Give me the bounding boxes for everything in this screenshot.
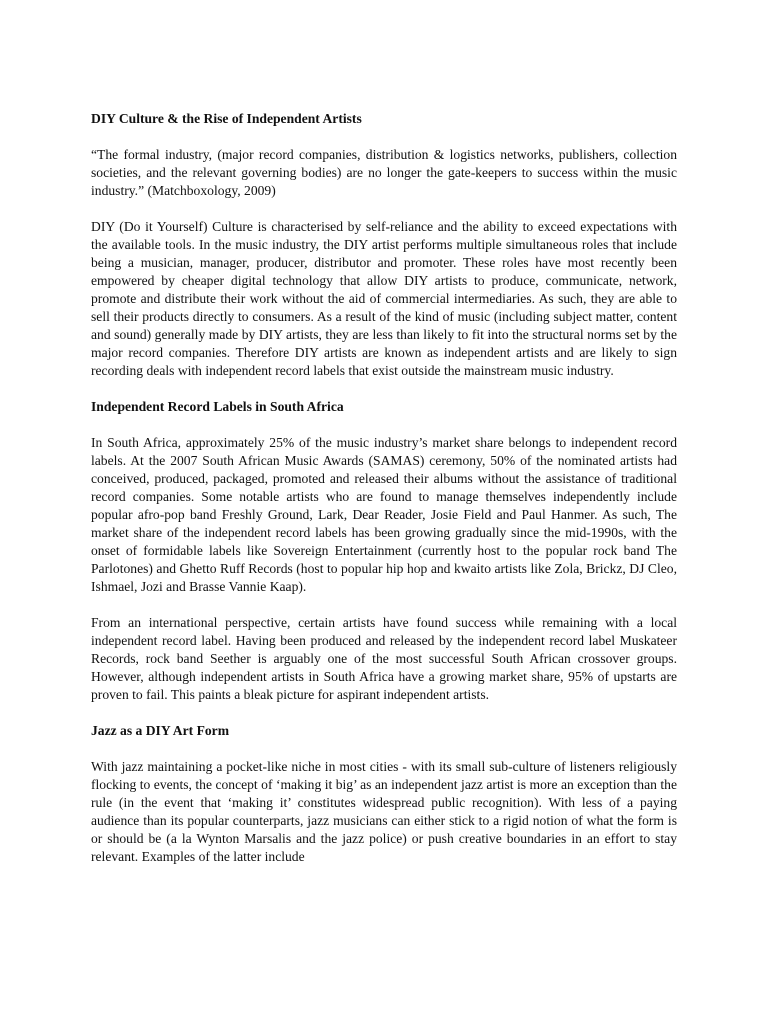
section-heading-jazz: Jazz as a DIY Art Form <box>91 723 230 738</box>
south-africa-paragraph: In South Africa, approximately 25% of the music industry’s market share belongs to independent record labels. At the 2007 South African Music Awards (SAMAS) ceremony, 50% of the nominated artists had conceived, produced, packaged, promoted and released their albums without the assistance of traditional record companies. Some notable artists who are found to manage themselves independently include popular afro-pop band Freshly Ground, Lark, Dear Reader, Josie Field and Paul Hanmer. As such, The market share of the independent record labels has been growing gradually since the mid-1990s, with the onset of formidable labels like Sovereign Entertainment (currently host to the popular rock band The Parlotones) and Ghetto Ruff Records (host to popular hip hop and kwaito artists like Zola, Brickz, DJ Cleo, Ishmael, Jozi and Brasse Vannie Kaap). <box>91 435 677 594</box>
jazz-paragraph: With jazz maintaining a pocket-like niche in most cities - with its small sub-culture of listeners religiously flocking to events, the concept of ‘making it big’ as an independent jazz artist is more an exception than the rule (in the event that ‘making it’ constitutes widespread public recognition). With less of a paying audience than its popular counterparts, jazz musicians can either stick to a rigid notion of what the form is or should be (a la Wynton Marsalis and the jazz police) or push creative boundaries in an effort to stay relevant. Examples of the latter include <box>91 759 677 864</box>
quote-paragraph: “The formal industry, (major record companies, distribution & logistics networks, publishers, collection societies, and the relevant governing bodies) are no longer the gate-keepers to success within the music industry.” (Matchboxology, 2009) <box>91 147 677 198</box>
section-heading-independent-labels: Independent Record Labels in South Africa <box>91 399 344 414</box>
document-page <box>91 110 677 884</box>
diy-culture-paragraph: DIY (Do it Yourself) Culture is characterised by self-reliance and the ability to exceed expectations with the available tools. In the music industry, the DIY artist performs multiple simultaneous roles that include being a musician, manager, producer, distributor and promoter. These roles have most recently been empowered by cheaper digital technology that allow DIY artists to produce, communicate, network, promote and distribute their work without the aid of commercial intermediaries. As such, they are able to sell their products directly to consumers. As a result of the kind of music (including subject matter, content and sound) generally made by DIY artists, they are less than likely to fit into the structural norms set by the major record companies. Therefore DIY artists are known as independent artists and are likely to sign recording deals with independent record labels that exist outside the mainstream music industry. <box>91 219 677 378</box>
international-perspective-paragraph: From an international perspective, certain artists have found success while remaining with a local independent record label. Having been produced and released by the independent record label Muskateer Records, rock band Seether is arguably one of the most successful South African crossover groups. However, although independent artists in South Africa have a growing market share, 95% of upstarts are proven to fail. This paints a bleak picture for aspirant independent artists. <box>91 615 677 702</box>
section-heading-diy-culture: DIY Culture & the Rise of Independent Artists <box>91 111 362 126</box>
